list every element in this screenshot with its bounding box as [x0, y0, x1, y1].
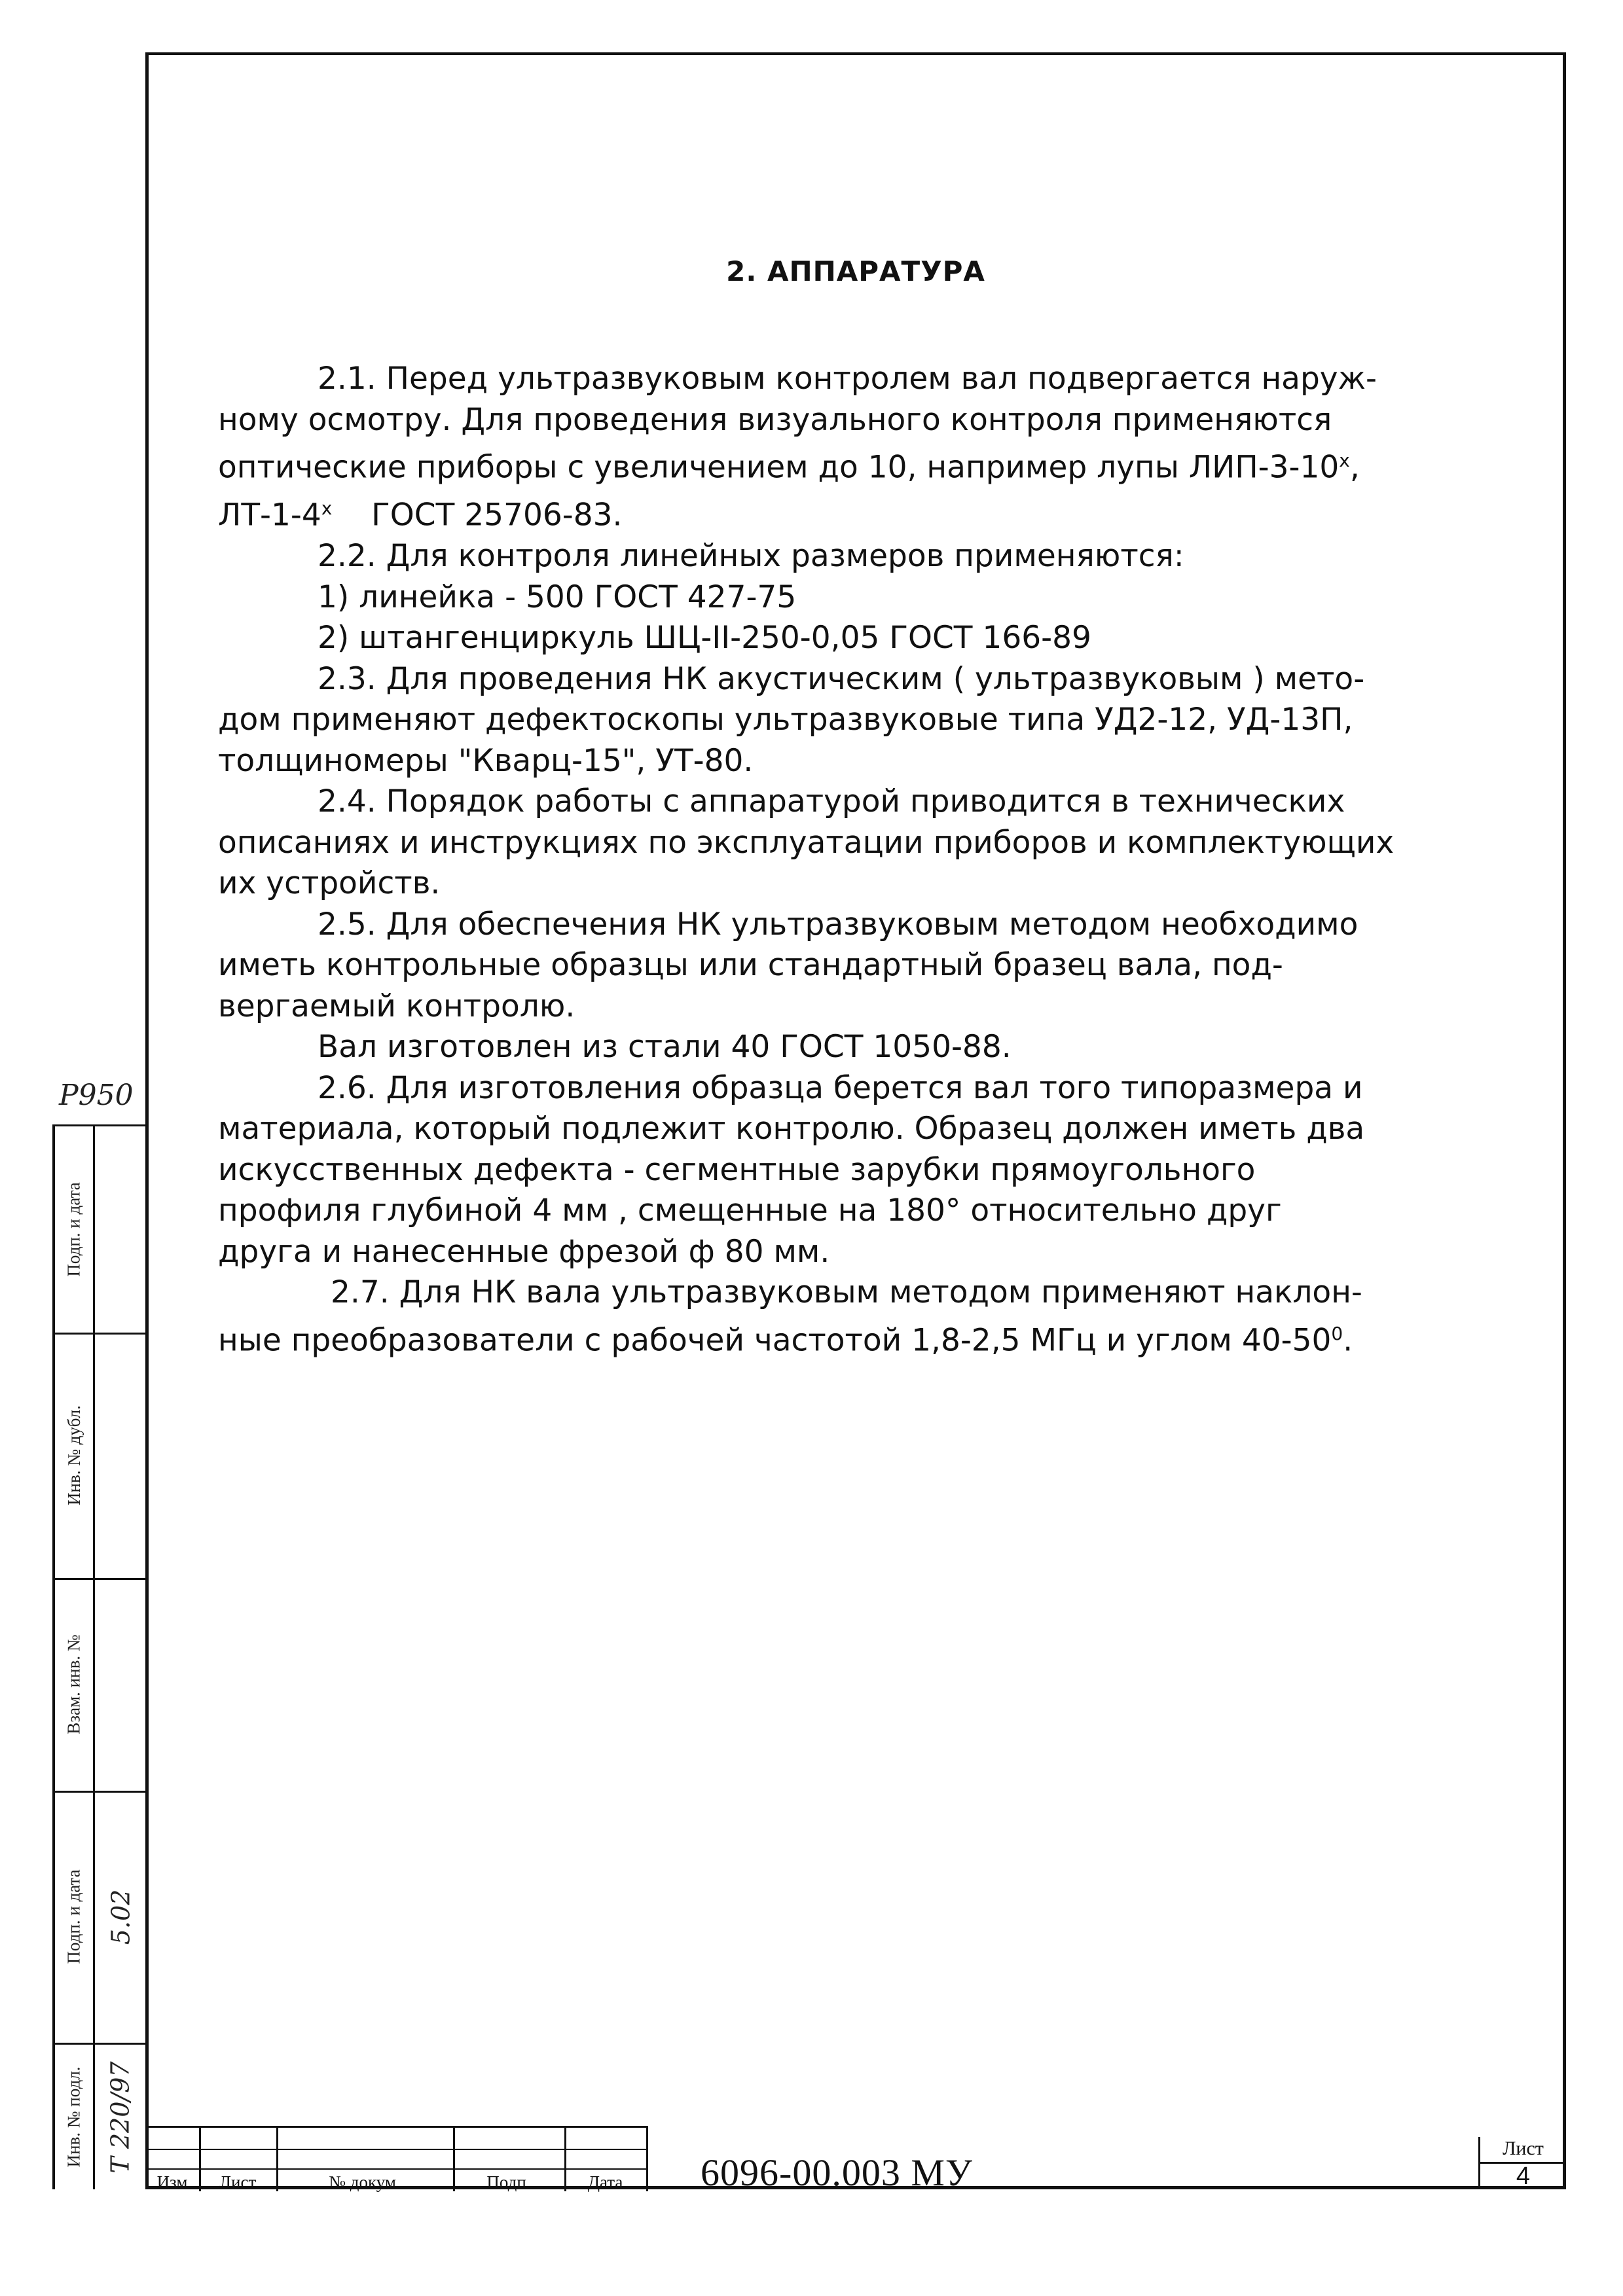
- text-line: ные преобразователи с рабочей частотой 1,8-2,5 МГц и углом $40-50^0$.: [218, 1322, 1353, 1359]
- text-line: описаниях и инструкциях по эксплуатации приборов и комплектующих: [218, 824, 1395, 861]
- text-line: дом применяют дефектоскопы ультразвуковые типа УД2-12, УД-13П,: [218, 702, 1353, 738]
- side-label-replace-inv: Взам. инв. №: [64, 1634, 84, 1734]
- text-line: 2.4. Порядок работы с аппаратурой приводится в технических: [318, 783, 1345, 820]
- text-line: 2.2. Для контроля линейных размеров применяются:: [318, 538, 1184, 575]
- revision-grid: [145, 2126, 648, 2192]
- sheet-number: 4: [1516, 2162, 1531, 2190]
- grid-line: [145, 2149, 648, 2150]
- sheet-box: [1478, 2137, 1566, 2189]
- column-caption: Дата: [587, 2172, 623, 2192]
- text-line: ЛТ-1-4$^x$ ГОСТ 25706-83.: [218, 497, 623, 533]
- text-line: 2) штангенциркуль ШЦ-II-250-0,05 ГОСТ 166-89: [318, 620, 1091, 656]
- text-line: друга и нанесенные фрезой ф 80 мм.: [218, 1233, 830, 1270]
- section-heading: 2. АППАРАТУРА: [726, 255, 985, 287]
- text-line: их устройств.: [218, 865, 441, 902]
- side-label-orig-inv: Инв. № подл.: [64, 2066, 84, 2168]
- column-caption: Лист: [219, 2172, 257, 2192]
- side-stamp-strip: [52, 1124, 145, 2189]
- grid-line: [145, 2168, 648, 2170]
- text-line: 2.1. Перед ультразвуковым контролем вал подвергается наруж-: [318, 361, 1377, 397]
- document-code: 6096-00.003 МУ: [701, 2151, 973, 2194]
- column-caption: № докум.: [329, 2172, 401, 2192]
- text-line: 2.6. Для изготовления образца берется вал того типоразмера и: [318, 1069, 1363, 1106]
- text-line: ному осмотру. Для проведения визуального контроля применяются: [218, 401, 1332, 438]
- text-line: 2.3. Для проведения НК акустическим ( ультразвуковым ) мето-: [318, 660, 1365, 697]
- text-line: 1) линейка - 500 ГОСТ 427-75: [318, 579, 797, 615]
- column-caption: Изм: [156, 2172, 188, 2192]
- text-line: искусственных дефекта - сегментные зарубки прямоугольного: [218, 1151, 1256, 1188]
- body-text: [218, 359, 1429, 1361]
- text-line: оптические приборы с увеличением до 10, например лупы ЛИП-3-10$^x$,: [218, 449, 1360, 486]
- text-line: вергаемый контролю.: [218, 988, 575, 1024]
- handwritten-date: 5.02: [106, 1889, 136, 1945]
- grid-line: [646, 2128, 648, 2191]
- handwritten-inv-number: Т 220/97: [106, 2060, 135, 2174]
- side-label-dup-inv: Инв. № дубл.: [64, 1405, 84, 1505]
- column-caption: Подп.: [486, 2172, 531, 2192]
- text-line: Вал изготовлен из стали 40 ГОСТ 1050-88.: [318, 1029, 1012, 1066]
- side-label-sign-date: Подп. и дата: [64, 1182, 84, 1277]
- text-line: 2.7. Для НК вала ультразвуковым методом применяют наклон-: [331, 1274, 1362, 1311]
- text-line: иметь контрольные образцы или стандартный бразец вала, под-: [218, 947, 1283, 984]
- text-line: толщиномеры "Кварц-15", УТ-80.: [218, 742, 754, 779]
- text-line: материала, который подлежит контролю. Образец должен иметь два: [218, 1111, 1365, 1147]
- sheet-label: Лист: [1480, 2137, 1566, 2164]
- margin-note: P950: [59, 1079, 134, 1112]
- text-line: 2.5. Для обеспечения НК ультразвуковым методом необходимо: [318, 906, 1359, 942]
- side-label-sign-date: Подп. и дата: [64, 1869, 84, 1964]
- text-line: профиля глубиной 4 мм , смещенные на 180° относительно друг: [218, 1193, 1282, 1229]
